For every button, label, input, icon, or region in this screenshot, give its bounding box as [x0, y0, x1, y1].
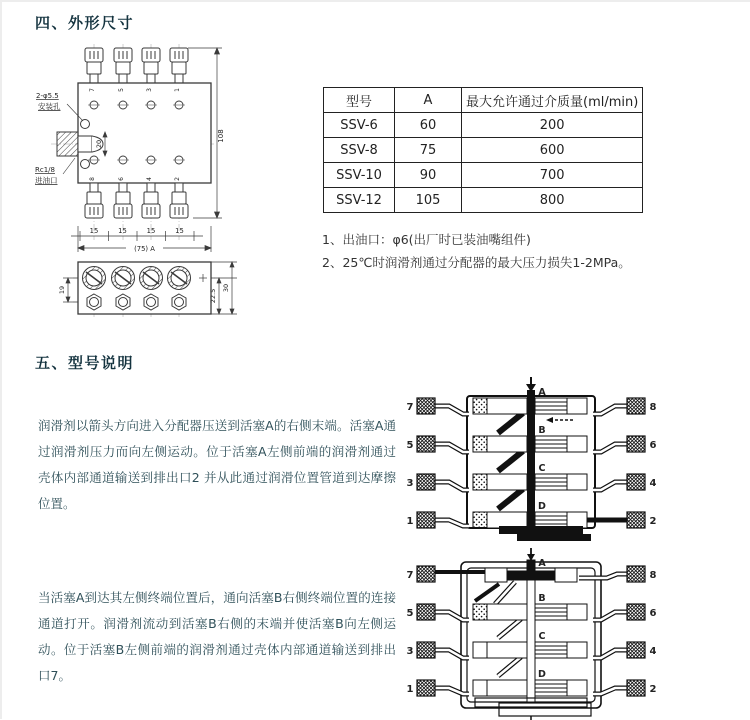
- section5-title: 五、型号说明: [35, 354, 135, 372]
- bottom-channel-2: [517, 534, 591, 541]
- main-channel: [527, 390, 535, 528]
- table-header-row: [324, 88, 643, 113]
- dim-20-label: 20: [95, 139, 103, 149]
- section4-title: 四、外形尺寸: [35, 14, 135, 32]
- port-label-8: 8: [649, 570, 657, 581]
- cell-flow: 200: [462, 113, 643, 138]
- description-paragraph-2: 当活塞A到达其左侧终端位置后，通向活塞B右侧终端位置的连接通道打开。润滑剂流动到活塞B右侧的末端并使活塞B向左侧运动。位于活塞B左侧前端的润滑剂通过壳体内部通道输送到排出口7。: [38, 590, 396, 683]
- cell-a: 60: [395, 113, 462, 138]
- dim-15-label-3: 15: [146, 227, 156, 235]
- note-2: 2、25℃时润滑剂通过分配器的最大压力损失1-2MPa。: [322, 255, 631, 270]
- piston-label-b: B: [538, 425, 546, 436]
- header-a: A: [395, 88, 462, 113]
- bottom-port-2: 2: [174, 177, 181, 181]
- piston-label-c: C: [538, 631, 546, 642]
- cell-model: SSV-6: [324, 113, 395, 138]
- port-label-1: 1: [406, 516, 414, 527]
- left-pipes: [435, 406, 469, 526]
- inlet-label-1: Rc1/8: [35, 166, 55, 174]
- port-label-7: 7: [406, 570, 414, 581]
- mount-hole-label-2: 安装孔: [38, 102, 61, 111]
- notes: [322, 228, 631, 274]
- port-label-6: 6: [649, 440, 657, 451]
- port-label-3: 3: [406, 478, 414, 489]
- bottom-channel-1: [499, 526, 583, 534]
- piston-label-a: A: [538, 387, 546, 398]
- bottom-port-4: 4: [146, 177, 153, 181]
- dim-22-5-label: 22.5: [209, 288, 217, 304]
- cell-model: SSV-10: [324, 163, 395, 188]
- top-port-5: 5: [118, 88, 125, 92]
- dim-30-label: 30: [222, 283, 230, 293]
- port-label-7: 7: [406, 402, 414, 413]
- cell-flow: 700: [462, 163, 643, 188]
- port-label-4: 4: [649, 478, 657, 489]
- bottom-port-6: 6: [118, 177, 125, 181]
- main-channel: [527, 560, 535, 702]
- flow-schematic-2: [403, 548, 659, 720]
- inlet-label-2: 进油口: [35, 176, 58, 185]
- bottom-fittings: [85, 183, 188, 218]
- cell-model: SSV-12: [324, 188, 395, 213]
- bottom-port-8: 8: [89, 177, 96, 181]
- top-fittings: [85, 48, 188, 83]
- cell-flow: 600: [462, 138, 643, 163]
- dim-75A-label: (75) A: [134, 245, 155, 253]
- port-label-2: 2: [649, 516, 657, 527]
- dim-108-label: 108: [217, 129, 225, 143]
- piston-label-d: D: [538, 669, 546, 680]
- dimension-drawing: [33, 40, 265, 332]
- top-port-7: 7: [89, 88, 96, 92]
- table-row: [324, 138, 643, 163]
- table-row: [324, 163, 643, 188]
- header-model: 型号: [324, 88, 395, 113]
- table-row: [324, 188, 643, 213]
- port-label-8: 8: [649, 402, 657, 413]
- cell-flow: 800: [462, 188, 643, 213]
- port-label-2: 2: [649, 684, 657, 695]
- port-label-1: 1: [406, 684, 414, 695]
- flow-schematic-1: [403, 376, 659, 542]
- port-label-5: 5: [406, 608, 414, 619]
- table-row: [324, 113, 643, 138]
- dim-15-label-2: 15: [118, 227, 127, 235]
- distributor-body: [78, 83, 211, 183]
- port-label-4: 4: [649, 646, 657, 657]
- cell-model: SSV-8: [324, 138, 395, 163]
- piston-label-a: A: [538, 558, 546, 569]
- top-port-3: 3: [146, 88, 153, 92]
- cell-a: 105: [395, 188, 462, 213]
- mount-hole-label-1: 2-φ5.5: [36, 92, 59, 100]
- inlet-arrow: [526, 377, 536, 392]
- piston-label-c: C: [538, 463, 546, 474]
- port-label-5: 5: [406, 440, 414, 451]
- port-label-3: 3: [406, 646, 414, 657]
- dim-15-label-1: 15: [89, 227, 99, 235]
- cell-a: 75: [395, 138, 462, 163]
- header-flow: 最大允许通过介质量(ml/min): [462, 88, 643, 113]
- piston-label-b: B: [538, 593, 546, 604]
- note-1: 1、出油口：φ6(出厂时已装油嘴组件): [322, 232, 531, 247]
- spec-table: [323, 87, 643, 213]
- description-paragraph-1: 润滑剂以箭头方向进入分配器压送到活塞A的右侧末端。活塞A通过润滑剂压力而向左侧运动。位于活塞A左侧前端的润滑剂通过壳体内部通道输送到排出口2 并从此通过润滑位置管道到达摩擦位置。: [38, 418, 396, 511]
- port-label-6: 6: [649, 608, 657, 619]
- dim-15-label-4: 15: [175, 227, 184, 235]
- dim-19-label: 19: [58, 285, 66, 295]
- cell-a: 90: [395, 163, 462, 188]
- inlet-arrow: [527, 548, 535, 561]
- piston-label-d: D: [538, 501, 546, 512]
- top-port-1: 1: [174, 88, 181, 92]
